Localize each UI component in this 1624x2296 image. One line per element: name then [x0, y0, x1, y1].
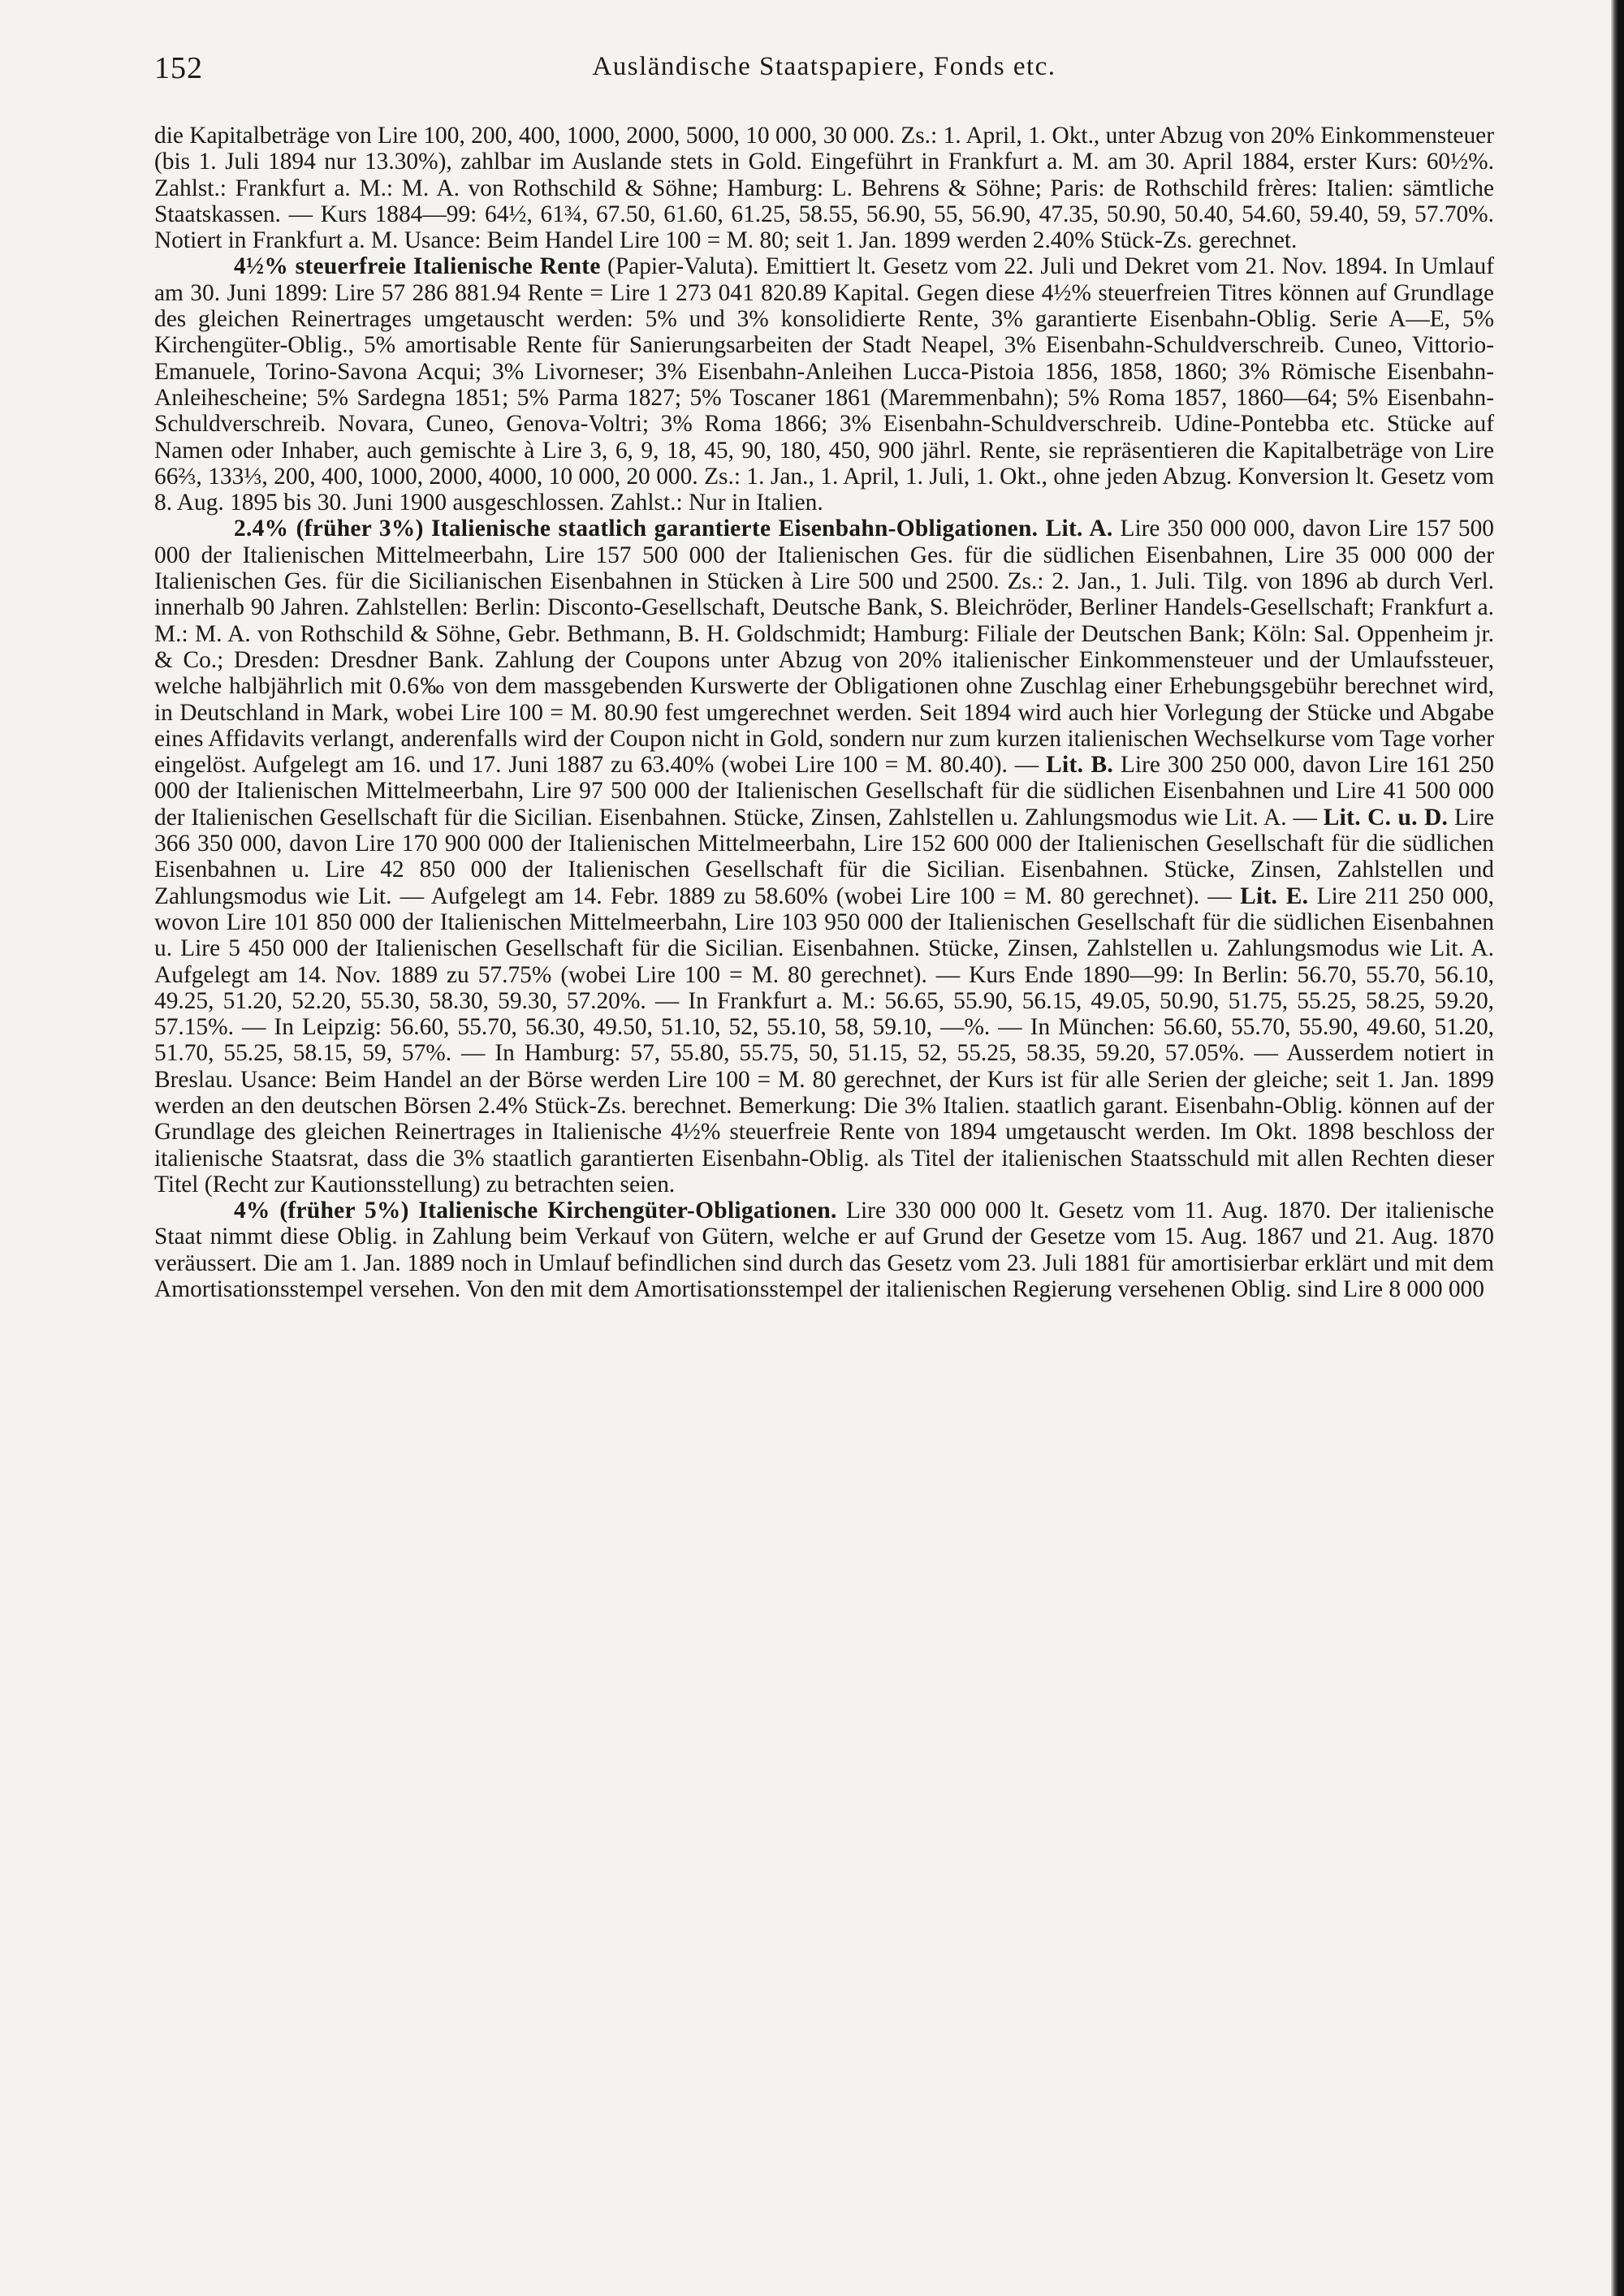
bold-heading-run: Lit. B.: [1046, 752, 1114, 779]
page-edge-shadow: [1611, 0, 1624, 2296]
body-text: [154, 123, 1494, 1302]
text-run: Lire 300 250 000, davon Lire 161 250 000 der Italienischen Mittelmeerbahn, Lire 97 500 000 der Italienischen Gesellschaft für die südlichen Eisenbahnen und Lire 41 500 000 der Italienischen Gesellschaft für die Sicilian. Eisenbahnen. Stücke, Zinsen, Zahlstellen u. Zahlungsmodus wie Lit. A. —: [154, 752, 1494, 831]
paragraph: [154, 516, 1494, 1198]
bold-heading-run: Lit. C. u. D.: [1323, 804, 1449, 831]
text-run: Lire 350 000 000, davon Lire 157 500 000 der Italienischen Mittelmeerbahn, Lire 157 500 000 der Italienischen Ges. für die südlichen Eisenbahnen, Lire 35 000 000 der Italienischen Ges. für die Sicilianischen Eisenbahnen in Stücken à Lire 500 und 2500. Zs.: 2. Jan., 1. Juli. Tilg. von 1896 ab durch Verl. innerhalb 90 Jahren. Zahlstellen: Berlin: Disconto-Gesellschaft, Deutsche Bank, S. Bleichröder, Berliner Handels-Gesellschaft; Frankfurt a. M.: M. A. von Rothschild & Söhne, Gebr. Bethmann, B. H. Goldschmidt; Hamburg: Filiale der Deutschen Bank; Köln: Sal. Oppenheim jr. & Co.; Dresden: Dresdner Bank. Zahlung der Coupons unter Abzug von 20% italienischer Einkommensteuer und der Umlaufssteuer, welche halbjährlich mit 0.6‰ von dem massgebenden Kurswerte der Obligationen ohne Zuschlag einer Erhebungsgebühr berechnet wird, in Deutschland in Mark, wobei Lire 100 = M. 80.90 fest umgerechnet werden. Seit 1894 wird auch hier Vorlegung der Stücke und Abgabe eines Affidavits verlangt, anderenfalls wird der Coupon nicht in Gold, sondern nur zum kurzen italienischen Wechselkurse vom Tage vorher eingelöst. Aufgelegt am 16. und 17. Juni 1887 zu 63.40% (wobei Lire 100 = M. 80.40). —: [154, 516, 1494, 779]
paragraph: [154, 253, 1494, 516]
page-number: 152: [154, 51, 203, 85]
bold-heading-run: 4% (früher 5%) Italienische Kirchengüter-Obligationen.: [234, 1198, 837, 1224]
text-run: (Papier-Valuta). Emittiert lt. Gesetz vom 22. Juli und Dekret vom 21. Nov. 1894. In Umlauf am 30. Juni 1899: Lire 57 286 881.94 Rente = Lire 1 273 041 820.89 Kapital. Gegen diese 4½% steuerfreien Titres können auf Grundlage des gleichen Reinertrages umgetauscht werden: 5% und 3% konsolidierte Rente, 3% garantierte Eisenbahn-Oblig. Serie A—E, 5% Kirchengüter-Oblig., 5% amortisable Rente für Sanierungsarbeiten der Stadt Neapel, 3% Eisenbahn-Schuldverschreib. Cuneo, Vittorio-Emanuele, Torino-Savona Acqui; 3% Livorneser; 3% Eisenbahn-Anleihen Lucca-Pistoia 1856, 1858, 1860; 3% Römische Eisenbahn-Anleihescheine; 5% Sardegna 1851; 5% Parma 1827; 5% Toscaner 1861 (Maremmenbahn); 5% Roma 1857, 1860—64; 5% Eisenbahn-Schuldverschreib. Novara, Cuneo, Genova-Voltri; 3% Roma 1866; 3% Eisenbahn-Schuldverschreib. Udine-Pontebba etc. Stücke auf Namen oder Inhaber, auch gemischte à Lire 3, 6, 9, 18, 45, 90, 180, 450, 900 jährl. Rente, sie repräsentieren die Kapitalbeträge von Lire 66⅔, 133⅓, 200, 400, 1000, 2000, 4000, 10 000, 20 000. Zs.: 1. Jan., 1. April, 1. Juli, 1. Okt., ohne jeden Abzug. Konversion lt. Gesetz vom 8. Aug. 1895 bis 30. Juni 1900 ausgeschlossen. Zahlst.: Nur in Italien.: [154, 253, 1495, 516]
bold-heading-run: 2.4% (früher 3%) Italienische staatlich garantierte Eisenbahn-Obligationen. Lit. A.: [234, 516, 1113, 542]
bold-heading-run: Lit. E.: [1240, 883, 1309, 909]
paragraph: [154, 123, 1494, 253]
text-run: Lire 366 350 000, davon Lire 170 900 000 der Italienischen Mittelmeerbahn, Lire 152 600 000 der Italienischen Gesellschaft für die südlichen Eisenbahnen u. Lire 42 850 000 der Italienischen Gesellschaft für die Sicilian. Eisenbahnen. Stücke, Zinsen, Zahlstellen und Zahlungsmodus wie Lit. — Aufgelegt am 14. Febr. 1889 zu 58.60% (wobei Lire 100 = M. 80 gerechnet). —: [154, 804, 1494, 909]
page-header: [154, 50, 1494, 91]
paragraph: [154, 1198, 1494, 1302]
text-run: die Kapitalbeträge von Lire 100, 200, 400, 1000, 2000, 5000, 10 000, 30 000. Zs.: 1. April, 1. Okt., unter Abzug von 20% Einkommensteuer (bis 1. Juli 1894 nur 13.30%), zahlbar im Auslande stets in Gold. Eingeführt in Frankfurt a. M. am 30. April 1884, erster Kurs: 60½%. Zahlst.: Frankfurt a. M.: M. A. von Rothschild & Söhne; Hamburg: L. Behrens & Söhne; Paris: de Rothschild frères: Italien: sämtliche Staatskassen. — Kurs 1884—99: 64½, 61¾, 67.50, 61.60, 61.25, 58.55, 56.90, 55, 56.90, 47.35, 50.90, 50.40, 54.60, 59.40, 59, 57.70%. Notiert in Frankfurt a. M. Usance: Beim Handel Lire 100 = M. 80; seit 1. Jan. 1899 werden 2.40% Stück-Zs. gerechnet.: [154, 123, 1494, 254]
text-run: Lire 211 250 000, wovon Lire 101 850 000 der Italienischen Mittelmeerbahn, Lire 103 950 000 der Italienischen Gesellschaft für die südlichen Eisenbahnen u. Lire 5 450 000 der Italienischen Gesellschaft für die Sicilian. Eisenbahnen. Stücke, Zinsen, Zahlstellen u. Zahlungsmodus wie Lit. A. Aufgelegt am 14. Nov. 1889 zu 57.75% (wobei Lire 100 = M. 80 gerechnet). — Kurs Ende 1890—99: In Berlin: 56.70, 55.70, 56.10, 49.25, 51.20, 52.20, 55.30, 58.30, 59.30, 57.20%. — In Frankfurt a. M.: 56.65, 55.90, 56.15, 49.05, 50.90, 51.75, 55.25, 58.25, 59.20, 57.15%. — In Leipzig: 56.60, 55.70, 56.30, 49.50, 51.10, 52, 55.10, 58, 59.10, —%. — In München: 56.60, 55.70, 55.90, 49.60, 51.20, 51.70, 55.25, 58.15, 59, 57%. — In Hamburg: 57, 55.80, 55.75, 50, 51.15, 52, 55.25, 58.35, 59.20, 57.05%. — Ausserdem notiert in Breslau. Usance: Beim Handel an der Börse werden Lire 100 = M. 80 gerechnet, der Kurs ist für alle Serien der gleiche; seit 1. Jan. 1899 werden an den deutschen Börsen 2.4% Stück-Zs. berechnet. Bemerkung: Die 3% Italien. staatlich garant. Eisenbahn-Oblig. können auf der Grundlage des gleichen Reinertrages in Italienische 4½% steuerfreie Rente von 1894 umgetauscht werden. Im Okt. 1898 beschloss der italienische Staatsrat, dass die 3% staatlich garantierten Eisenbahn-Oblig. als Titel der italienischen Staatsschuld mit allen Rechten dieser Titel (Recht zur Kautionsstellung) zu betrachten seien.: [154, 883, 1494, 1198]
bold-heading-run: 4½% steuerfreie Italienische Rente: [234, 253, 601, 280]
text-run: Lire 330 000 000 lt. Gesetz vom 11. Aug. 1870. Der italienische Staat nimmt diese Oblig. in Zahlung beim Verkauf von Gütern, welche er auf Grund der Gesetze vom 15. Aug. 1867 und 21. Aug. 1870 veräussert. Die am 1. Jan. 1889 noch in Umlauf befindlichen sind durch das Gesetz vom 23. Juli 1881 für amortisierbar erklärt und mit dem Amortisationsstempel versehen. Von den mit dem Amortisationsstempel der italienischen Regierung versehenen Oblig. sind Lire 8 000 000: [154, 1198, 1494, 1303]
running-title: Ausländische Staatspapiere, Fonds etc.: [592, 52, 1056, 81]
